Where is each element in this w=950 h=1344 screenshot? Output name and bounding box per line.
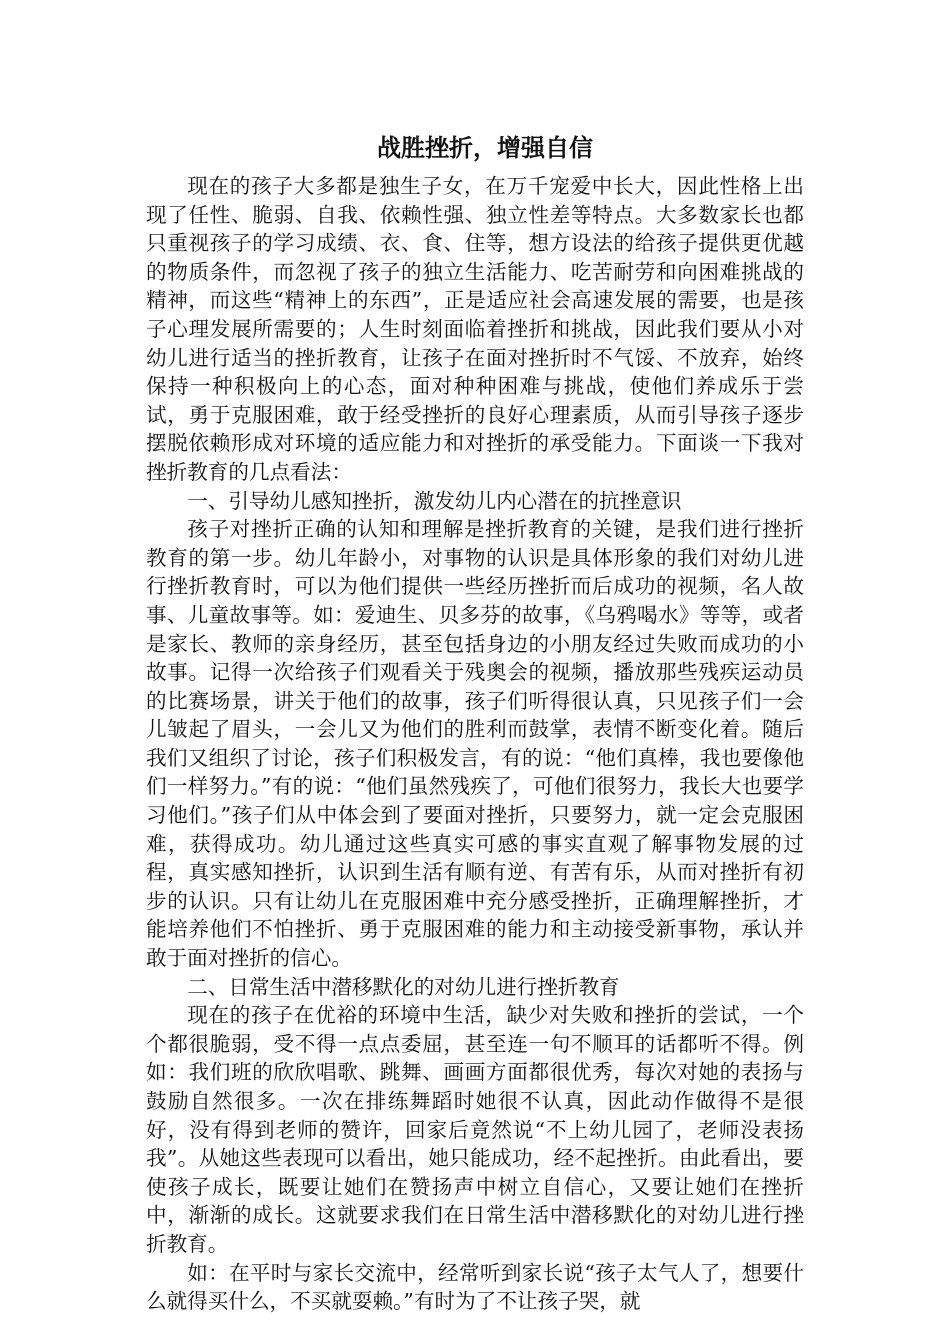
section-1-paragraph: 孩子对挫折正确的认知和理解是挫折教育的关键，是我们进行挫折教育的第一步。幼儿年龄小，对事物的认识是具体形象的我们对幼儿进行挫折教育时，可以为他们提供一些经历挫折而后成功的视频，名人故事、儿童故事等。如：爱迪生、贝多芬的故事，《乌鸦喝水》等等，或者是家长、教师的亲身经历，甚至包括身边的小朋友经过失败而成功的小故事。记得一次给孩子们观看关于残奥会的视频，播放那些残疾运动员的比赛场景，讲关于他们的故事，孩子们听得很认真，只见孩子们一会儿皱起了眉头，一会儿又为他们的胜利而鼓掌，表情不断变化着。随后我们又组织了讨论，孩子们积极发言，有的说：“他们真棒，我也要像他们一样努力。”有的说：“他们虽然残疾了，可他们很努力，我长大也要学习他们。”孩子们从中体会到了要面对挫折，只要努力，就一定会克服困难，获得成功。幼儿通过这些真实可感的事实直观了解事物发展的过程，真实感知挫折，认识到生活有顺有逆、有苦有乐，从而对挫折有初步的认识。只有让幼儿在克服困难中充分感受挫折，正确理解挫折，才能培养他们不怕挫折、勇于克服困难的能力和主动接受新事物，承认并敢于面对挫折的信心。 [146, 517, 804, 971]
section-heading-2: 二、日常生活中潜移默化的对幼儿进行挫折教育 [187, 974, 620, 999]
intro-paragraph: 现在的孩子大多都是独生子女，在万千宠爱中长大，因此性格上出现了任性、脆弱、自我、依赖性强、独立性差等特点。大多数家长也都只重视孩子的学习成绩、衣、食、住等，想方设法的给孩子提供更优越的物质条件，而忽视了孩子的独立生活能力、吃苦耐劳和向困难挑战的精神，而这些“精神上的东西”，正是适应社会高速发展的需要，也是孩子心理发展所需要的；人生时刻面临着挫折和挑战，因此我们要从小对幼儿进行适当的挫折教育，让孩子在面对挫折时不气馁、不放弃，始终保持一种积极向上的心态，面对种种困难与挑战，使他们养成乐于尝试，勇于克服困难，敢于经受挫折的良好心理素质，从而引导孩子逐步摆脱依赖形成对环境的适应能力和对挫折的承受能力。下面谈一下我对挫折教育的几点看法： [146, 174, 804, 484]
document-title: 战胜挫折，增强自信 [377, 133, 593, 162]
section-2-paragraph: 现在的孩子在优裕的环境中生活，缺少对失败和挫折的尝试，一个个都很脆弱，受不得一点点委屈，甚至连一句不顺耳的话都听不得。例如：我们班的欣欣唱歌、跳舞、画画方面都很优秀，每次对她的表扬与鼓励自然很多。一次在排练舞蹈时她很不认真，因此动作做得不是很好，没有得到老师的赞许，回家后竟然说“不上幼儿园了，老师没表扬我”。从她这些表现可以看出，她只能成功，经不起挫折。由此看出，要使孩子成长，既要让她们在赞扬声中树立自信心，又要让她们在挫折中，渐渐的成长。这就要求我们在日常生活中潜移默化的对幼儿进行挫折教育。 [146, 1003, 804, 1256]
document-page [146, 128, 804, 1316]
section-2-paragraph-continued: 如：在平时与家长交流中，经常听到家长说“孩子太气人了，想要什么就得买什么，不买就耍赖。”有时为了不让孩子哭，就 [146, 1260, 804, 1314]
section-heading-1: 一、引导幼儿感知挫折，激发幼儿内心潜在的抗挫意识 [187, 488, 682, 513]
